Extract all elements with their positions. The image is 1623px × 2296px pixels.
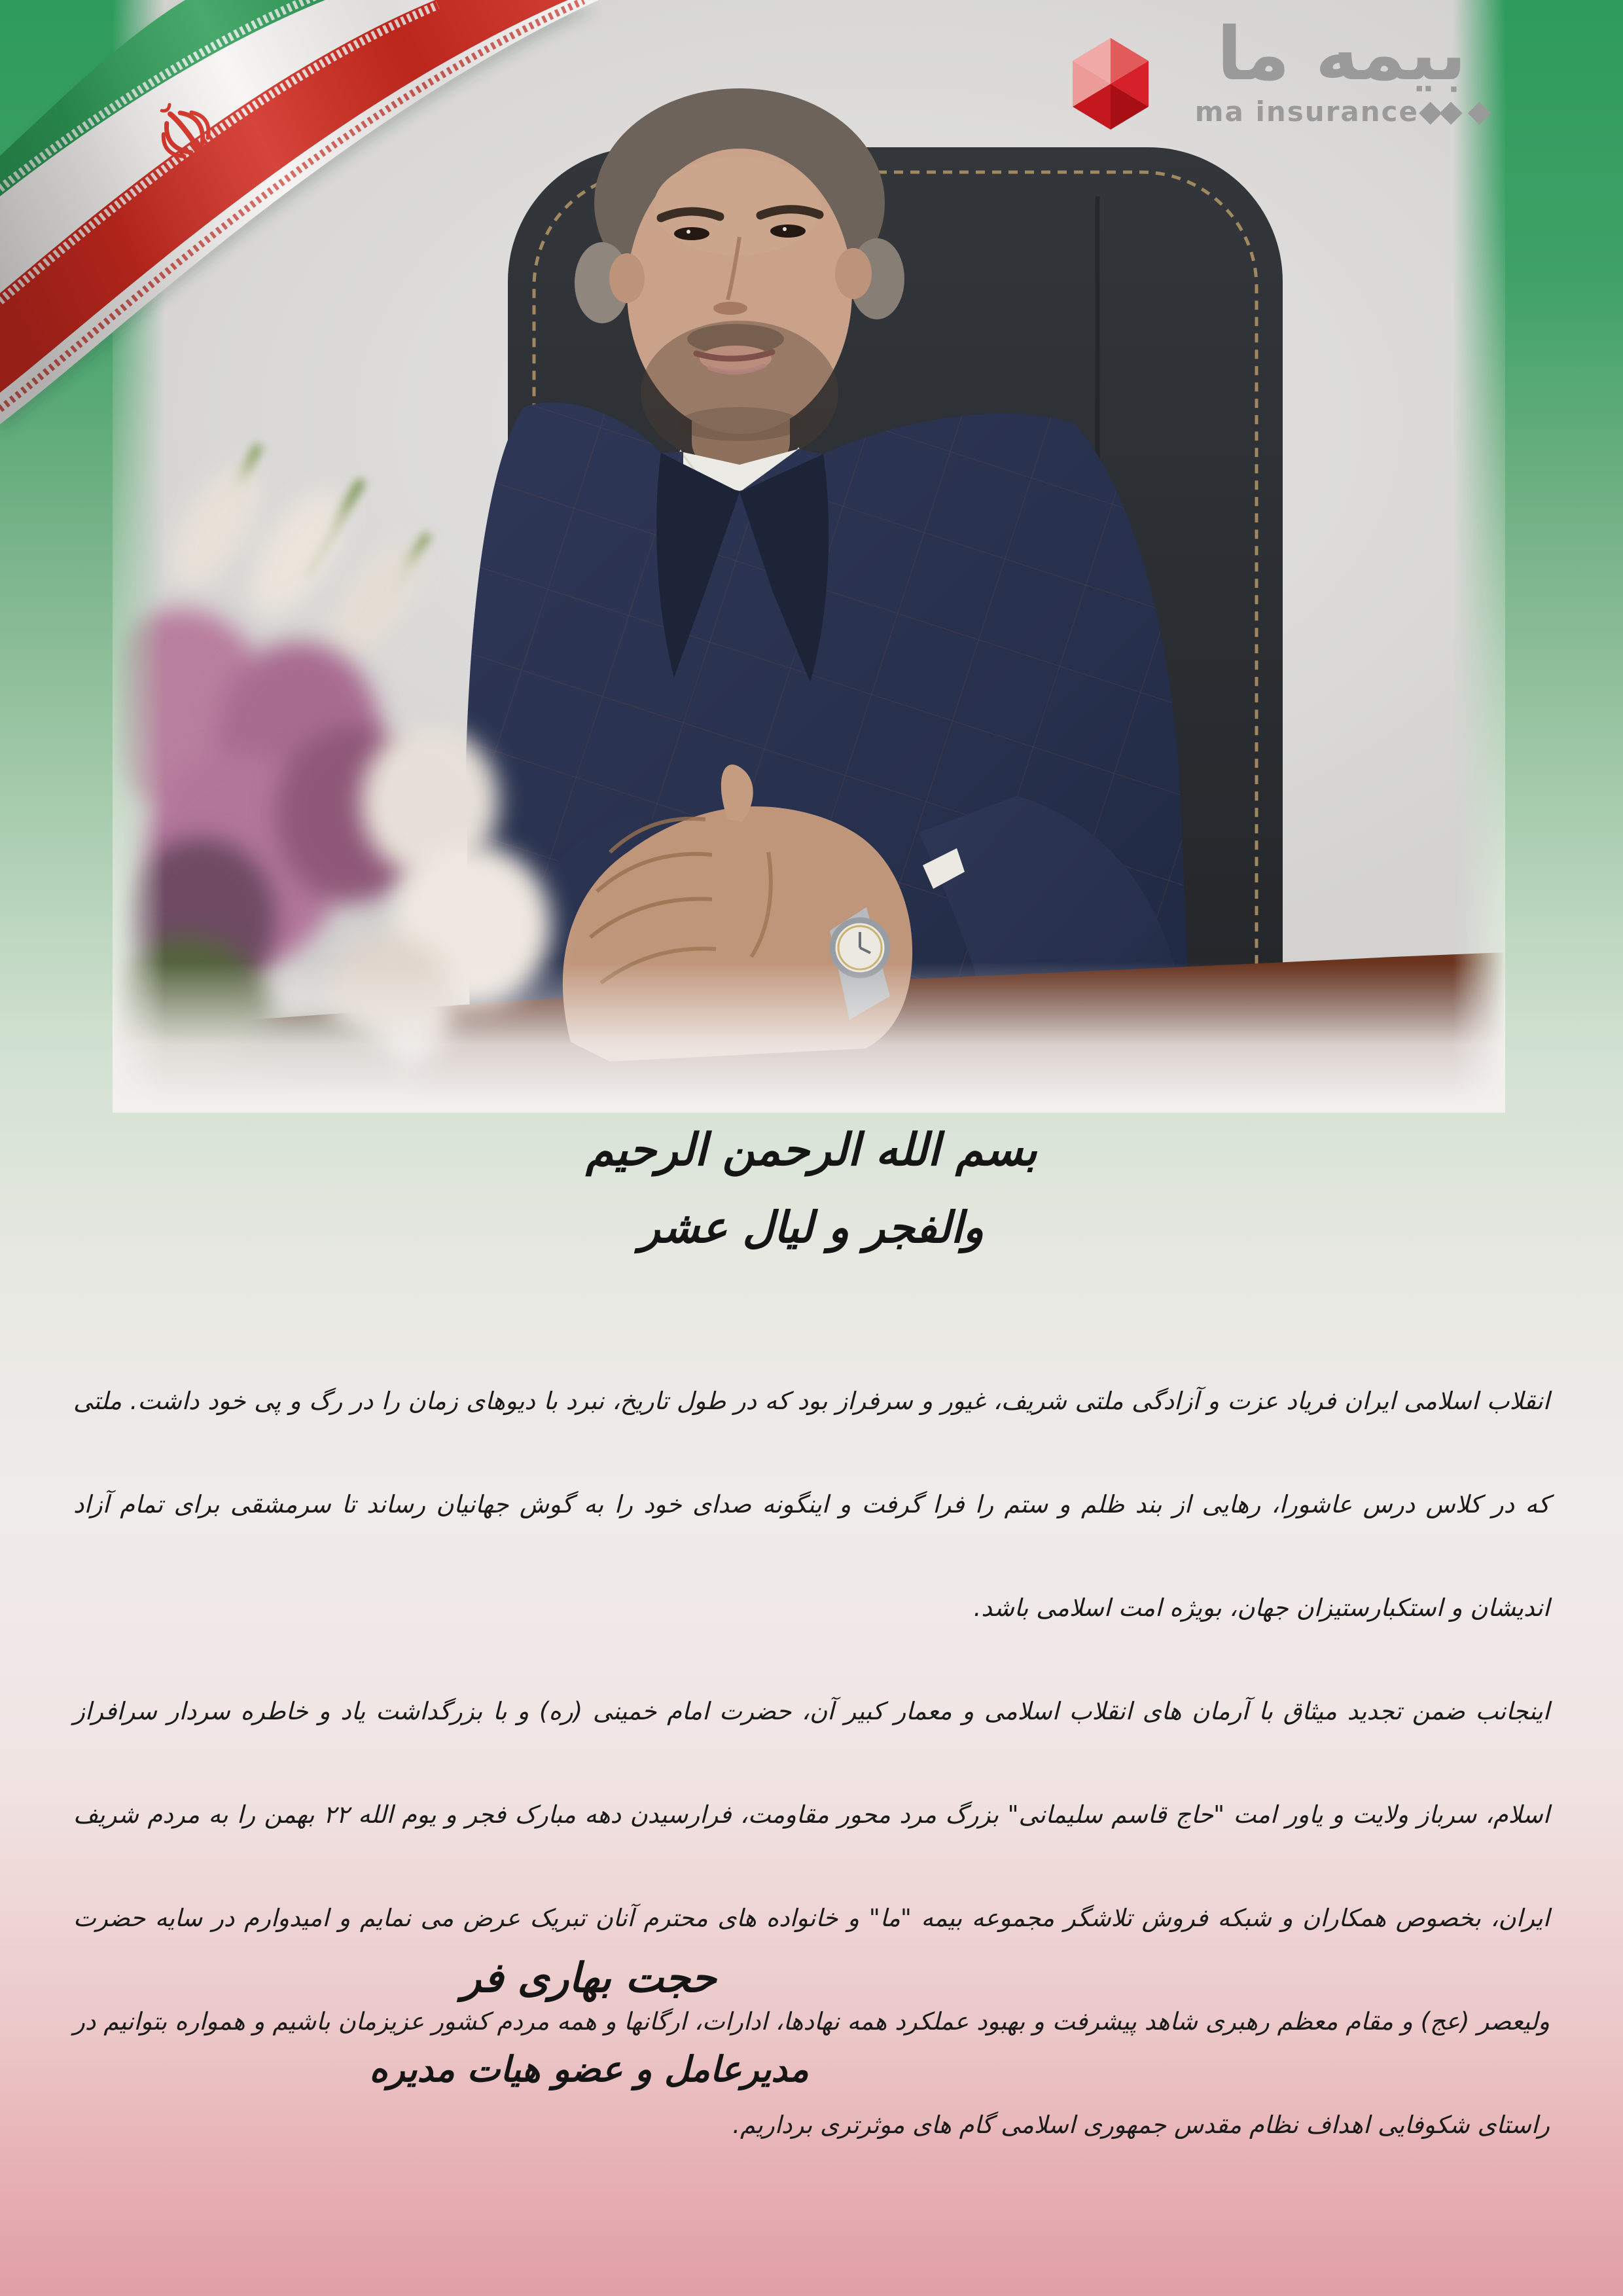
paragraph-2: اینجانب ضمن تجدید میثاق با آرمان های انقلاب اسلامی و معمار کبیر آن، حضرت امام خمینی (ره) و با بزرگداشت یاد و خاطره سردار سرافراز اسلام، سرباز ولایت و یاور امت "حاج قاسم سلیمانی" بزرگ مرد محور مقاومت، فرارسیدن دهه مبارک فجر و یوم الله ۲۲ بهمن را به مردم شریف ایران، بخصوص همکاران و شبکه فروش تلاشگر مجموعه بیمه "ما" و خانواده های محترم آنان تبریک عرض می نمایم و امیدوارم در سایه حضرت ولیعصر (عج) و مقام معظم رهبری شاهد پیشرفت و بهبود عملکرد همه نهادها، ادارات، ارگانها و همه مردم کشور عزیزمان باشیم و همواره بتوانیم در راستای شکوفایی اهداف نظام مقدس جمهوری اسلامی گام های موثرتری برداریم.: [73, 1697, 1550, 2139]
quran-verse-line: والفجر و لیال عشر: [639, 1202, 984, 1253]
signature-block: [353, 1954, 825, 2090]
photo-bottom-feather: [113, 962, 1505, 1113]
brand-wordmark-fa: بیمه ما: [1217, 12, 1467, 97]
signatory-title: مدیرعامل و عضو هیات مدیره: [369, 2049, 809, 2090]
signatory-name: حجت بهاری فر: [461, 1954, 717, 2001]
ma-insurance-logo: [1067, 12, 1499, 148]
photo-right-feather: [1453, 0, 1505, 1113]
bismillah-block: [0, 1124, 1623, 1253]
hexagon-gem-icon: [1069, 38, 1152, 130]
paragraph-1: انقلاب اسلامی ایران فریاد عزت و آزادگی ملتی شریف، غیور و سرفراز بود که در طول تاریخ، نبرد با دیوهای زمان را در رگ و پی خود داشت. ملتی که در کلاس درس عاشورا، رهایی از بند ظلم و ستم را فرا گرفت و اینگونه صدای خود را به گوش جهانیان رساند تا سرمشقی برای تمام آزاد اندیشان و استکبارستیزان جهان، بویژه امت اسلامی باشد.: [73, 1387, 1550, 1622]
brand-wordmark-en: ma insurance◆◆ ◆: [1194, 93, 1489, 128]
diamond-icon: ◆◆ ◆: [1419, 93, 1489, 128]
iran-flag-ribbon-icon: [0, 0, 628, 445]
bismillah-line: بسم الله الرحمن الرحیم: [586, 1124, 1037, 1176]
